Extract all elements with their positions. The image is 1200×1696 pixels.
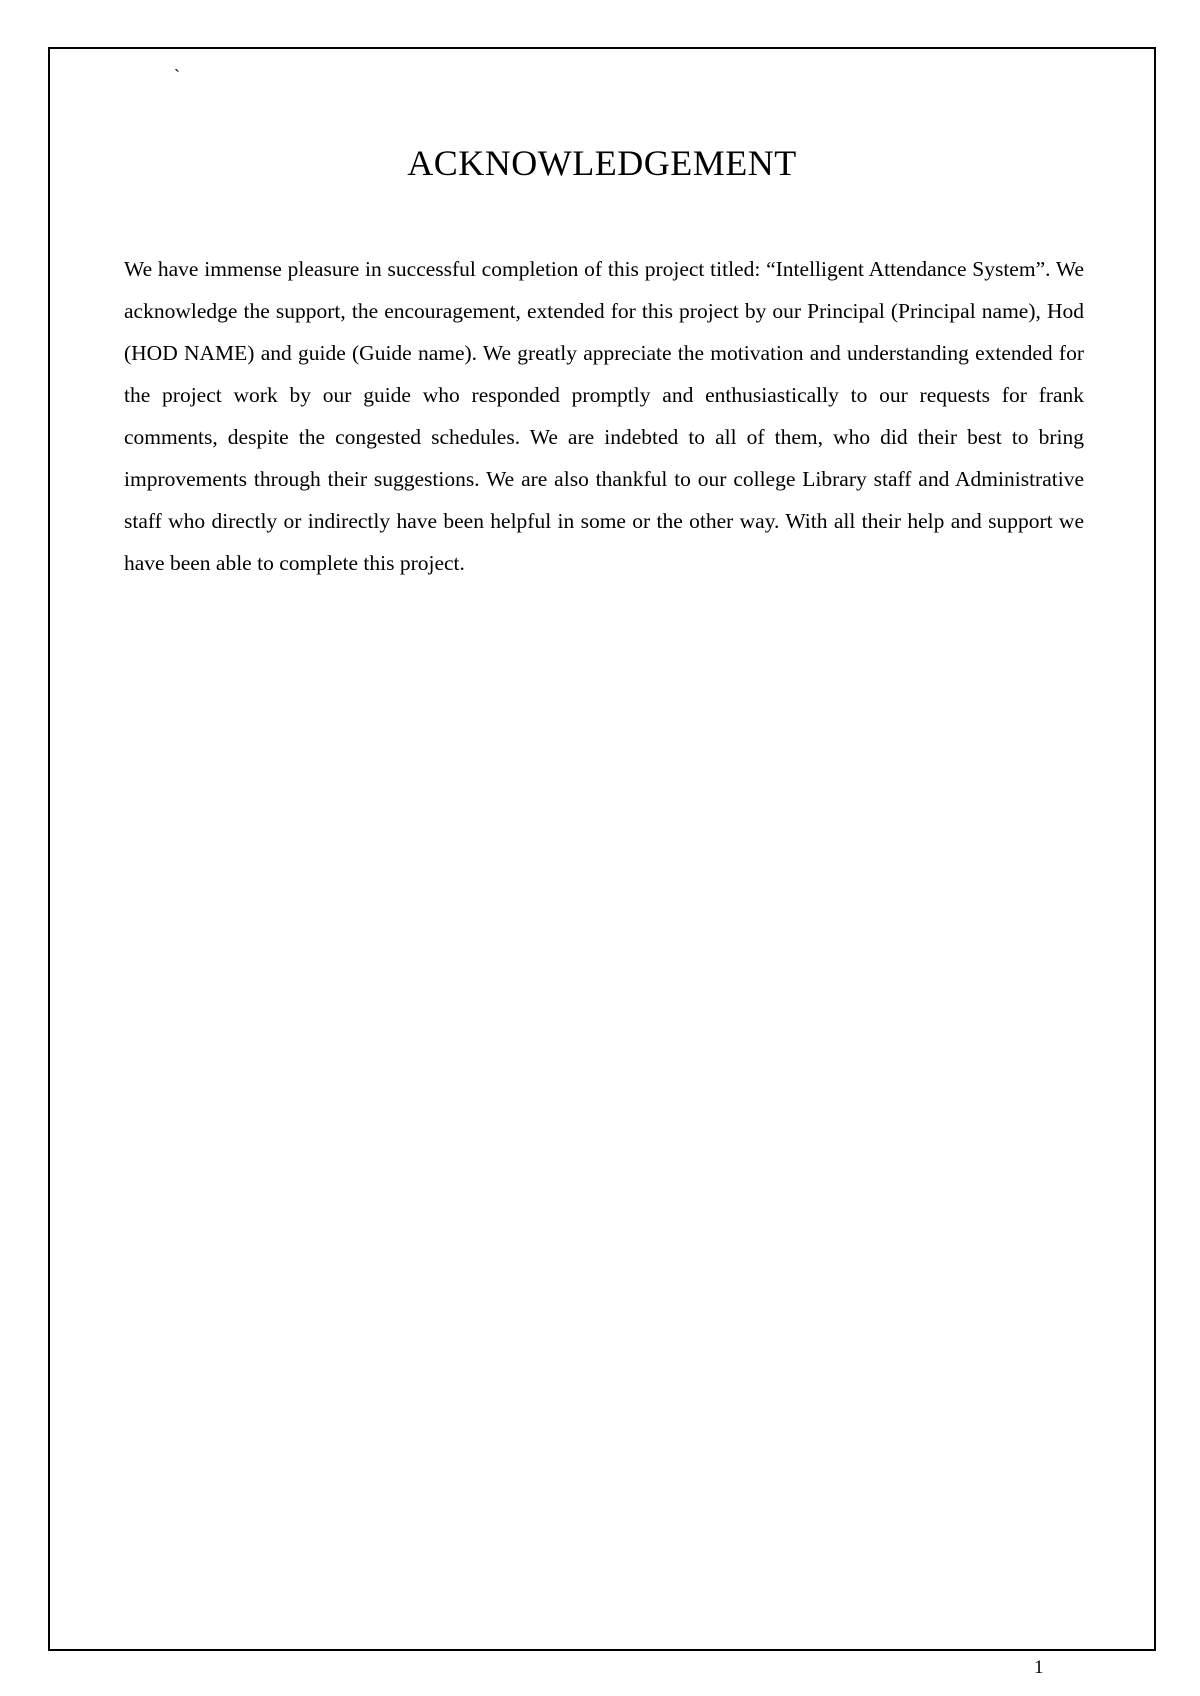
page-number: 1 (1034, 1657, 1044, 1678)
stray-mark: ` (174, 66, 180, 86)
page-title: ACKNOWLEDGEMENT (407, 143, 797, 183)
acknowledgement-paragraph: We have immense pleasure in successful completion of this project titled: “Intelligent Attendance System”. We acknowledge the support, the encouragement, extended for this project by our Principal (Principal name), Hod (HOD NAME) and guide (Guide name). We greatly appreciate the motivation and understanding extended for the project work by our guide who responded promptly and enthusiastically to our requests for frank comments, despite the congested schedules. We are indebted to all of them, who did their best to bring improvements through their suggestions. We are also thankful to our college Library staff and Administrative staff who directly or indirectly have been helpful in some or the other way. With all their help and support we have been able to complete this project. (124, 257, 1084, 575)
